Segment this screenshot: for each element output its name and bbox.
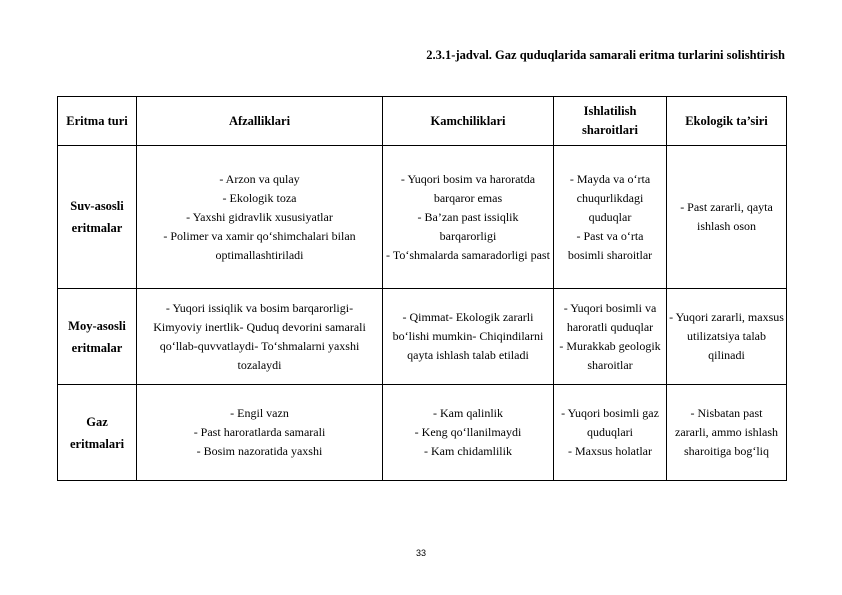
conditions-cell: [554, 289, 667, 385]
disadvantage-line: - Kam chidamlilik: [424, 444, 512, 458]
conditions-cell: [554, 385, 667, 481]
header-type: Eritma turi: [58, 97, 137, 146]
advantage-line: - Past haroratlarda samarali: [193, 425, 326, 439]
advantage-line: - Yuqori issiqlik va bosim barqarorligi- Kimyoviy inertlik- Quduq devorini samarali qo‘llab-quvvatlaydi- To‘shmalarni yaxshi tozalaydi: [153, 300, 366, 372]
condition-line: - Maxsus holatlar: [568, 444, 652, 458]
advantages-cell: [137, 146, 383, 289]
disadvantage-line: - Kam qalinlik: [433, 406, 503, 420]
advantage-line: - Polimer va xamir qo‘shimchalari bilan optimallashtiriladi: [163, 228, 356, 262]
condition-line: - Mayda va o‘rta chuqurlikdagi quduqlar: [569, 171, 651, 224]
advantages-cell: [137, 289, 383, 385]
disadvantages-cell: [383, 146, 554, 289]
disadvantage-line: - Qimmat- Ekologik zararli bo‘lishi mumkin- Chiqindilarni qayta ishlash talab etiladi: [392, 310, 544, 362]
ecology-cell: [667, 385, 787, 481]
condition-line: - Yuqori bosimli gaz quduqlari: [561, 406, 659, 439]
ecology-cell: [667, 289, 787, 385]
advantages-cell: [137, 385, 383, 481]
disadvantage-line: - Keng qo‘llanilmaydi: [414, 425, 522, 439]
table-header-row: [58, 97, 787, 146]
disadvantage-line: - To‘shmalarda samaradorligi past: [386, 247, 550, 262]
ecology-line: - Yuqori zararli, maxsus utilizatsiya talab qilinadi: [669, 310, 784, 362]
condition-line: - Past va o‘rta bosimli sharoitlar: [567, 228, 653, 262]
table-row: [58, 146, 787, 289]
condition-line: - Murakkab geologik sharoitlar: [559, 338, 661, 372]
table-row: [58, 385, 787, 481]
advantage-line: - Ekologik toza: [222, 190, 297, 205]
header-conditions: Ishlatilish sharoitlari: [554, 97, 667, 146]
disadvantages-cell: [383, 385, 554, 481]
page-number: 33: [415, 548, 426, 558]
comparison-table: [57, 96, 787, 481]
table-caption: 2.3.1-jadval. Gaz quduqlarida samarali eritma turlarini solishtirish: [426, 48, 785, 62]
ecology-cell: [667, 146, 787, 289]
row-type: Suv-asosli eritmalar: [58, 146, 137, 289]
header-disadvantages: Kamchiliklari: [383, 97, 554, 146]
row-type: Gaz eritmalari: [58, 385, 137, 481]
advantage-line: - Yaxshi gidravlik xususiyatlar: [186, 209, 333, 224]
condition-line: - Yuqori bosimli va haroratli quduqlar: [563, 300, 657, 334]
row-type: Moy-asosli eritmalar: [58, 289, 137, 385]
advantage-line: - Engil vazn: [230, 406, 289, 420]
header-ecology: Ekologik ta’siri: [667, 97, 787, 146]
advantage-line: - Bosim nazoratida yaxshi: [196, 444, 323, 458]
disadvantages-cell: [383, 289, 554, 385]
disadvantage-line: - Ba’zan past issiqlik barqarorligi: [417, 209, 519, 243]
ecology-line: - Past zararli, qayta ishlash oson: [680, 200, 773, 233]
header-advantages: Afzalliklari: [137, 97, 383, 146]
conditions-cell: [554, 146, 667, 289]
disadvantage-line: - Yuqori bosim va haroratda barqaror emas: [400, 171, 536, 205]
ecology-line: - Nisbatan past zararli, ammo ishlash sharoitiga bog‘liq: [675, 406, 778, 458]
advantage-line: - Arzon va qulay: [219, 171, 300, 186]
table-row: [58, 289, 787, 385]
